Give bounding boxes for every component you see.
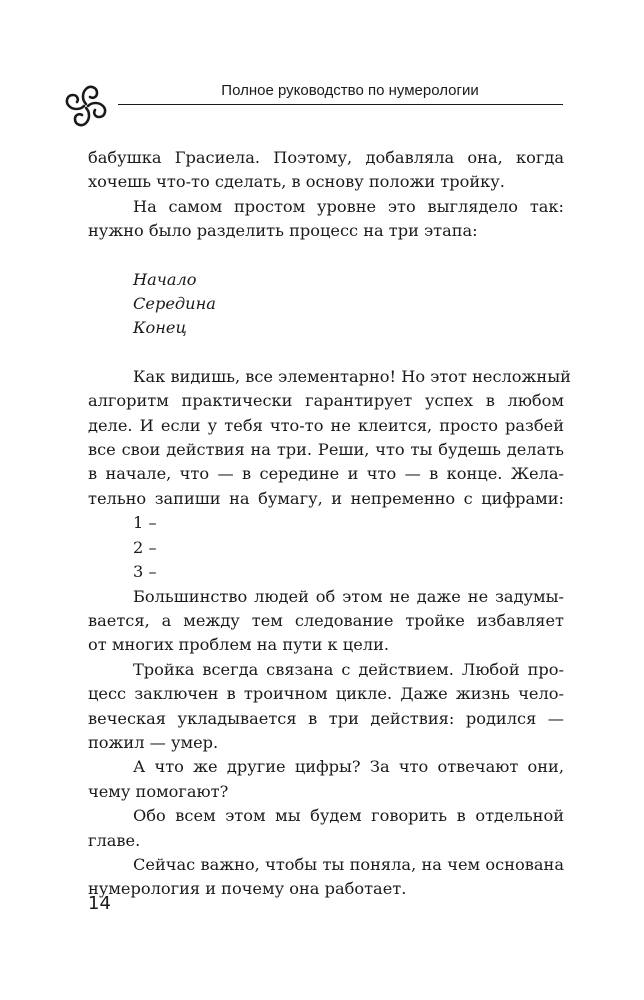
text-line: Тройка всегда связана с действием. Любой про- bbox=[133, 659, 564, 679]
list-item: 1 – bbox=[133, 513, 157, 533]
text-line: все свои действия на три. Реши, что ты будешь делать bbox=[88, 440, 564, 460]
text-line: цесс заключен в троичном цикле. Даже жизнь чело- bbox=[88, 684, 564, 704]
list-item: 3 – bbox=[133, 562, 157, 582]
text-line: Сейчас важно, чтобы ты поняла, на чем основана bbox=[133, 854, 564, 874]
text-line: в начале, что — в середине и что — в конце. Жела- bbox=[88, 464, 564, 484]
swirl-ornament-icon bbox=[58, 78, 114, 134]
text-line: хочешь что-то сделать, в основу положи тройку. bbox=[88, 172, 505, 192]
text-line: нужно было разделить процесс на три этапа: bbox=[88, 221, 478, 241]
text-line: главе. bbox=[88, 830, 141, 850]
text-line: от многих проблем на пути к цели. bbox=[88, 635, 390, 655]
running-title: Полное руководство по нумерологии bbox=[221, 82, 479, 99]
text-line: веческая укладывается в три действия: родился — bbox=[88, 708, 564, 728]
text-line: алгоритм практически гарантирует успех в любом bbox=[88, 391, 564, 411]
page-number: 14 bbox=[88, 893, 111, 914]
text-line: деле. И если у тебя что-то не клеится, просто разбей bbox=[88, 415, 564, 435]
list-item: 2 – bbox=[133, 537, 157, 557]
text-line: пожил — умер. bbox=[88, 732, 219, 752]
text-line: Как видишь, все элементарно! Но этот несложный bbox=[133, 366, 571, 386]
text-line: Большинство людей об этом не даже не задумы- bbox=[133, 586, 564, 606]
header-rule bbox=[118, 104, 563, 105]
stage-item: Конец bbox=[133, 318, 187, 338]
text-line: бабушка Грасиела. Поэтому, добавляла она, когда bbox=[88, 148, 564, 167]
page-body bbox=[88, 146, 571, 902]
stage-item: Начало bbox=[133, 269, 197, 289]
stage-item: Середина bbox=[133, 294, 216, 314]
text-line: чему помогают? bbox=[88, 781, 229, 801]
text-line: Обо всем этом мы будем говорить в отдельной bbox=[133, 806, 564, 826]
text-line: вается, а между тем следование тройке избавляет bbox=[88, 610, 564, 630]
text-line: На самом простом уровне это выглядело так: bbox=[133, 196, 564, 216]
text-line: А что же другие цифры? За что отвечают они, bbox=[133, 757, 564, 777]
text-line: нумерология и почему она работает. bbox=[88, 879, 407, 899]
text-line: тельно запиши на бумагу, и непременно с цифрами: bbox=[88, 488, 564, 508]
